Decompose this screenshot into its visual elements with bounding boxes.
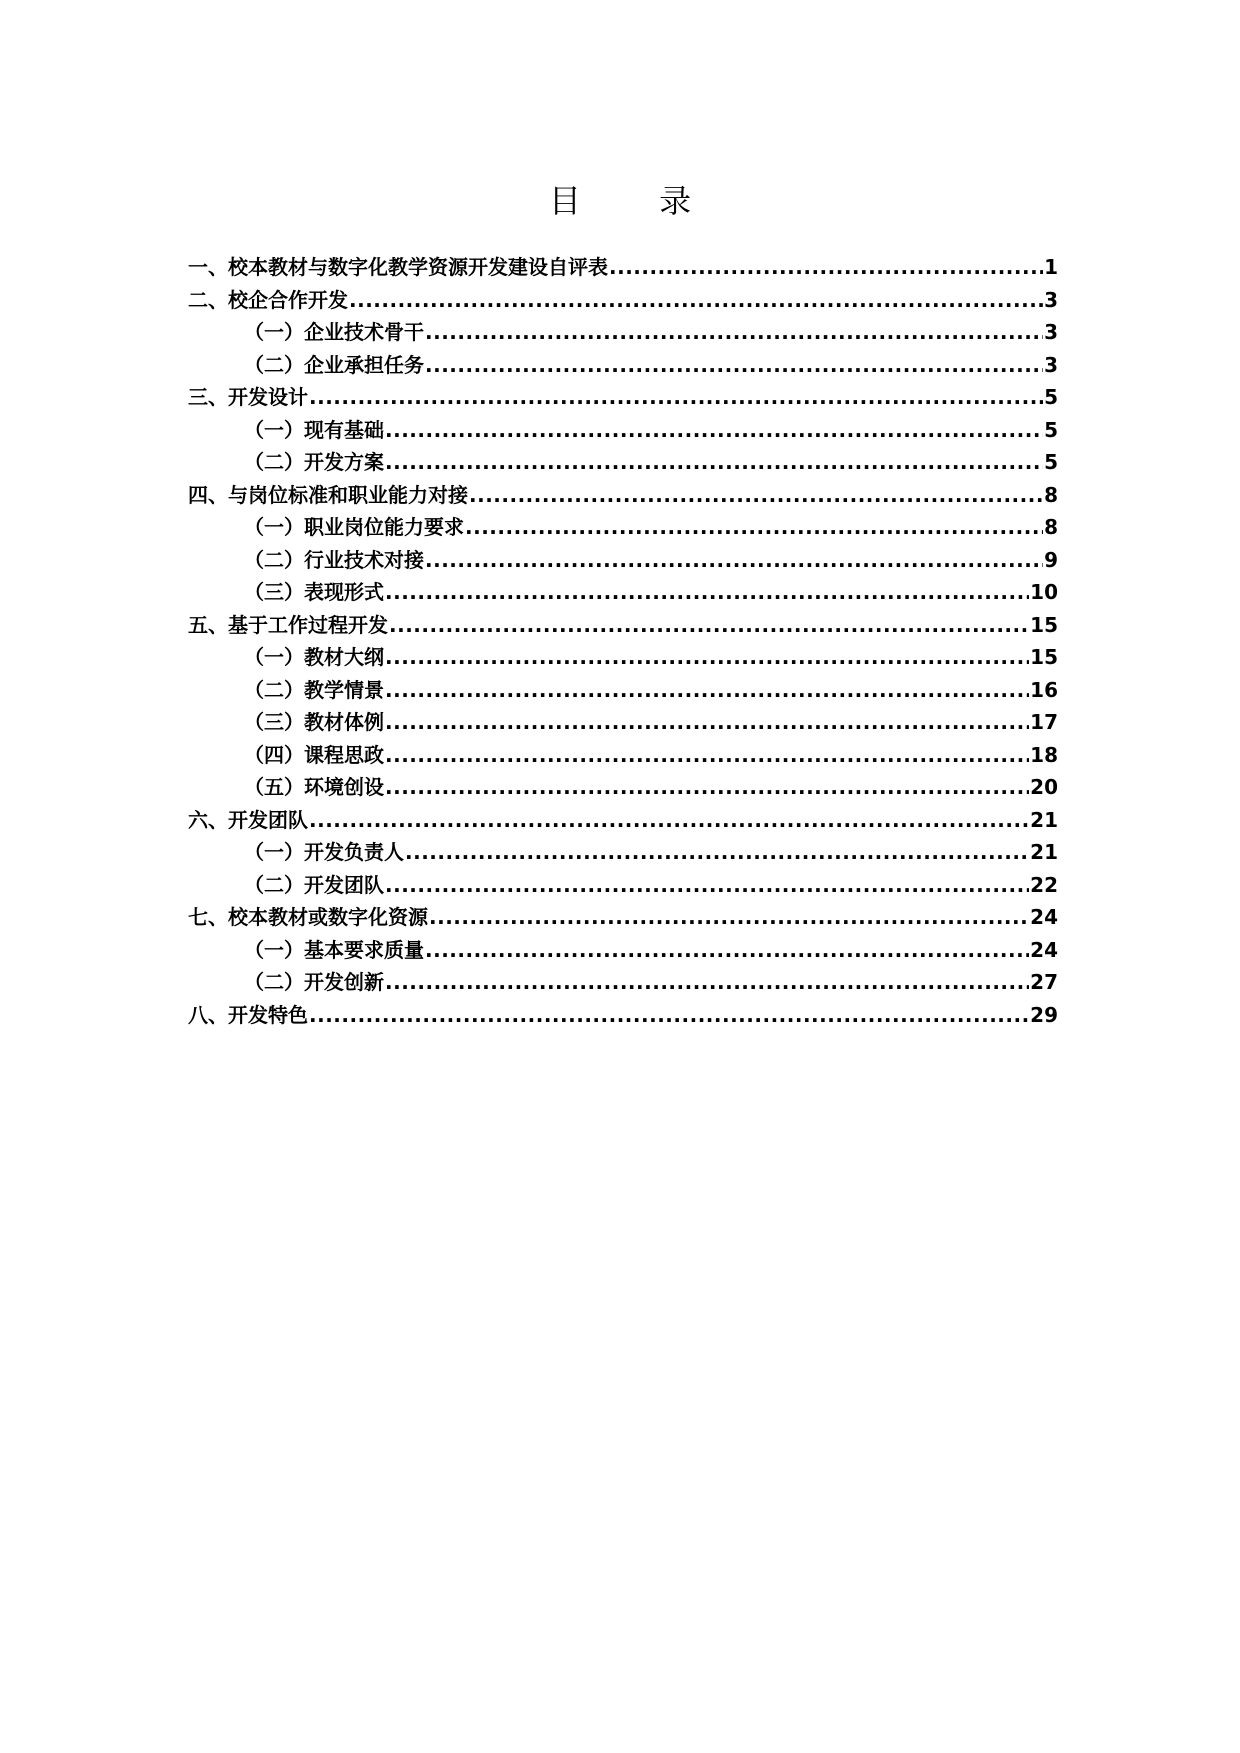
toc-entry-label: （五）环境创设 xyxy=(244,775,384,799)
toc-entry-label: 四、与岗位标准和职业能力对接 xyxy=(188,482,468,507)
toc-subsection-entry[interactable] xyxy=(188,641,1058,674)
toc-dot-leader xyxy=(425,544,1043,577)
toc-entry-label: （二）教学情景 xyxy=(244,677,384,702)
toc-dot-leader xyxy=(349,284,1043,317)
toc-page-number: 29 xyxy=(1030,1002,1058,1027)
toc-section-entry[interactable] xyxy=(188,999,1058,1032)
toc-subsection-entry[interactable] xyxy=(188,836,1058,869)
toc-entry-label: （二）开发方案 xyxy=(244,450,384,474)
toc-section-entry[interactable] xyxy=(188,479,1058,512)
toc-dot-leader xyxy=(465,511,1043,544)
toc-page-number: 27 xyxy=(1030,970,1058,994)
toc-page-number: 10 xyxy=(1030,580,1058,604)
toc-dot-leader xyxy=(309,999,1029,1032)
toc-page-number: 3 xyxy=(1044,320,1058,344)
toc-dot-leader xyxy=(309,804,1029,837)
toc-section-entry[interactable] xyxy=(188,284,1058,317)
toc-entry-label: （三）教材体例 xyxy=(244,710,384,734)
toc-dot-leader xyxy=(385,641,1029,674)
toc-page-number: 3 xyxy=(1044,352,1058,377)
toc-dot-leader xyxy=(385,674,1029,707)
toc-entry-label: 一、校本教材与数字化教学资源开发建设自评表 xyxy=(188,255,608,279)
toc-dot-leader xyxy=(425,934,1029,967)
toc-subsection-entry[interactable] xyxy=(188,771,1058,804)
toc-page-number: 8 xyxy=(1044,482,1058,507)
toc-dot-leader xyxy=(385,706,1029,739)
toc-entry-label: （四）课程思政 xyxy=(244,742,384,767)
toc-subsection-entry[interactable] xyxy=(188,674,1058,707)
toc-section-entry[interactable] xyxy=(188,251,1058,284)
toc-entry-label: 八、开发特色 xyxy=(188,1002,308,1027)
toc-dot-leader xyxy=(609,251,1043,284)
toc-dot-leader xyxy=(429,901,1029,934)
toc-page-number: 3 xyxy=(1044,287,1058,312)
toc-entry-label: （一）职业岗位能力要求 xyxy=(244,515,464,539)
toc-entry-label: （一）开发负责人 xyxy=(244,840,404,864)
toc-dot-leader xyxy=(469,479,1043,512)
toc-page-number: 21 xyxy=(1030,807,1058,832)
toc-page-number: 5 xyxy=(1044,385,1058,409)
toc-subsection-entry[interactable] xyxy=(188,544,1058,577)
toc-entry-label: 六、开发团队 xyxy=(188,807,308,832)
toc-page-number: 20 xyxy=(1030,775,1058,799)
toc-section-entry[interactable] xyxy=(188,381,1058,414)
toc-entry-label: 三、开发设计 xyxy=(188,385,308,409)
toc-subsection-entry[interactable] xyxy=(188,576,1058,609)
toc-subsection-entry[interactable] xyxy=(188,446,1058,479)
toc-page-number: 17 xyxy=(1030,710,1058,734)
toc-dot-leader xyxy=(385,771,1029,804)
toc-page-number: 9 xyxy=(1044,547,1058,572)
toc-entry-label: （三）表现形式 xyxy=(244,580,384,604)
toc-dot-leader xyxy=(425,316,1043,349)
toc-entry-label: （二）开发创新 xyxy=(244,970,384,994)
toc-dot-leader xyxy=(309,381,1043,414)
toc-subsection-entry[interactable] xyxy=(188,414,1058,447)
toc-page-number: 15 xyxy=(1030,612,1058,637)
toc-entry-label: （二）行业技术对接 xyxy=(244,547,424,572)
toc-page-number: 5 xyxy=(1044,417,1058,442)
toc-entry-label: （二）企业承担任务 xyxy=(244,352,424,377)
toc-subsection-entry[interactable] xyxy=(188,349,1058,382)
toc-subsection-entry[interactable] xyxy=(188,706,1058,739)
toc-page-number: 22 xyxy=(1030,872,1058,897)
toc-page-number: 18 xyxy=(1030,742,1058,767)
toc-section-entry[interactable] xyxy=(188,901,1058,934)
toc-entry-label: （一）现有基础 xyxy=(244,417,384,442)
toc-dot-leader xyxy=(385,576,1029,609)
toc-subsection-entry[interactable] xyxy=(188,316,1058,349)
toc-page-number: 24 xyxy=(1030,905,1058,929)
toc-dot-leader xyxy=(385,966,1029,999)
toc-page-number: 16 xyxy=(1030,677,1058,702)
toc-page-number: 24 xyxy=(1030,937,1058,962)
toc-entry-label: 七、校本教材或数字化资源 xyxy=(188,905,428,929)
toc-section-entry[interactable] xyxy=(188,609,1058,642)
toc-entry-label: （二）开发团队 xyxy=(244,872,384,897)
toc-page-number: 21 xyxy=(1030,840,1058,864)
toc-dot-leader xyxy=(385,869,1029,902)
toc-subsection-entry[interactable] xyxy=(188,966,1058,999)
toc-entry-label: （一）企业技术骨干 xyxy=(244,320,424,344)
toc-subsection-entry[interactable] xyxy=(188,869,1058,902)
toc-entry-label: （一）基本要求质量 xyxy=(244,937,424,962)
toc-dot-leader xyxy=(405,836,1029,869)
toc-subsection-entry[interactable] xyxy=(188,511,1058,544)
page-title: 目 录 xyxy=(548,182,726,221)
toc-entry-label: 五、基于工作过程开发 xyxy=(188,612,388,637)
table-of-contents xyxy=(188,251,1058,1031)
toc-dot-leader xyxy=(389,609,1029,642)
toc-dot-leader xyxy=(385,739,1029,772)
toc-page-number: 8 xyxy=(1044,515,1058,539)
toc-subsection-entry[interactable] xyxy=(188,739,1058,772)
toc-dot-leader xyxy=(385,414,1043,447)
toc-entry-label: （一）教材大纲 xyxy=(244,645,384,669)
toc-subsection-entry[interactable] xyxy=(188,934,1058,967)
toc-page-number: 1 xyxy=(1044,255,1058,279)
toc-section-entry[interactable] xyxy=(188,804,1058,837)
toc-page-number: 5 xyxy=(1044,450,1058,474)
toc-page-number: 15 xyxy=(1030,645,1058,669)
toc-entry-label: 二、校企合作开发 xyxy=(188,287,348,312)
toc-dot-leader xyxy=(385,446,1043,479)
toc-dot-leader xyxy=(425,349,1043,382)
